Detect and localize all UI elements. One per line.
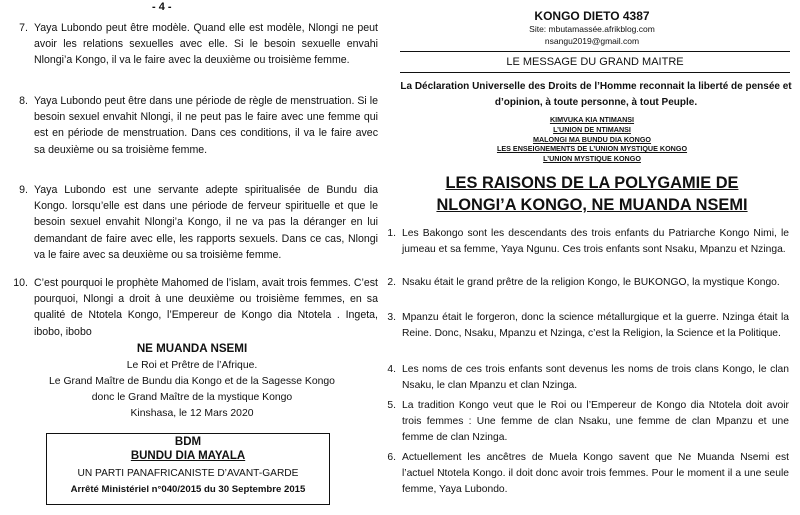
signature-role: Le Grand Maître de Bundu dia Kongo et de la Sagesse Kongo <box>49 376 335 387</box>
email-address[interactable]: nsangu2019@gmail.com <box>544 36 640 46</box>
item-text: Actuellement les ancêtres de Muela Kongo savent que Ne Muanda Nsemi est l’actuel Ntotela Kongo. il doit donc avoir trois femmes. Pour le moment il a une seule femme, Yaya Lubondo. <box>402 452 789 495</box>
bdm-name: BUNDU DIA MAYALA <box>130 450 246 462</box>
item-text: Mpanzu était le forgeron, donc la science métallurgique et la guerre. Nzinga était la Reine. Donc, Nsaku, Mpanzu et Nzinga, c’est la Religion, la Science et la Politique. <box>402 312 789 339</box>
main-title <box>384 172 800 216</box>
bdm-acronym: BDM <box>174 436 202 448</box>
page-number: - 4 - <box>152 1 172 13</box>
message-header: LE MESSAGE DU GRAND MAITRE <box>506 56 684 68</box>
item-number: 5. <box>387 400 396 411</box>
signature-name: NE MUANDA NSEMI <box>136 342 248 355</box>
link-item[interactable]: L’UNION MYSTIQUE KONGO <box>543 154 641 164</box>
item-text: C’est pourquoi le prophète Mahomed de l’islam, avait trois femmes. C’est pourquoi, Nlongi a droit à une deuxième ou troisième femmes, en sa qualité de Ntotela Kongo, l’Empereur de Kongo dia Ntotela . Ingeta, ibobo, ibobo <box>34 277 378 338</box>
item-number: 8. <box>19 95 28 107</box>
item-text: Nsaku était le grand prêtre de la religion Kongo, le BUKONGO, la mystique Kongo. <box>402 277 780 288</box>
item-number: 3. <box>387 312 396 323</box>
main-title-line-1: LES RAISONS DE LA POLYGAMIE DE <box>445 174 739 192</box>
signature-place-date: Kinshasa, le 12 Mars 2020 <box>130 408 254 419</box>
link-item[interactable]: KIMVUKA KIA NTIMANSI <box>549 115 635 124</box>
left-column <box>6 0 378 515</box>
link-item[interactable]: LES ENSEIGNEMENTS DE L’UNION MYSTIQUE KONGO <box>496 144 688 154</box>
newsletter-title: KONGO DIETO 4387 <box>534 9 650 23</box>
signature-role-2: donc le Grand Maître de la mystique Kongo <box>91 392 293 403</box>
site-url[interactable]: Site: mbutamassée.afrikblog.com <box>529 24 655 34</box>
item-number: 9. <box>19 184 28 196</box>
declaration-text: La Déclaration Universelle des Droits de l’Homme reconnait la liberté de pensée et d’opinion, à toute personne, à tout Peuple. <box>400 81 792 108</box>
item-text: Yaya Lubondo peut être modèle. Quand elle est modèle, Nlongi ne peut avoir les relations sexuelles avec elle. Si le besoin sexuelle envahi Nlongi’a Kongo, il va le faire avec la deuxième ou troisième femme. <box>34 22 378 67</box>
message-header-box <box>400 51 790 73</box>
item-number: 7. <box>19 22 28 34</box>
item-text: Les Bakongo sont les descendants des trois enfants du Patriarche Kongo Nimi, le jumeau et sa femme, Yaya Ngunu. Ces trois enfants sont Nsaku, Mpanzu et Nzinga. <box>402 228 789 255</box>
item-number: 6. <box>387 452 396 463</box>
item-text: Yaya Lubondo est une servante adepte spiritualisée de Bundu dia Kongo. lorsqu’elle est dans une période de ferveur spirituelle et que le besoin sexuel envahit Nlongi’a Kongo, il ne va pas la déranger en lui demandant de faire avec elle, les rapports sexuels. Dans ce cas, Nlongi va le faire avec sa deuxième ou sa troisième femme. <box>34 184 378 261</box>
link-item[interactable]: L’UNION DE NTIMANSI <box>553 124 631 134</box>
item-number: 10. <box>13 277 28 289</box>
link-item[interactable]: MALONGI MA BUNDU DIA KONGO <box>532 134 652 144</box>
item-text: Yaya Lubondo peut être dans une période de règle de menstruation. Si le besoin sexuel envahit Nlongi, il ne peut pas le faire avec une femme qui est en période de menstruation. Dans ces conditions, il va le faire avec sa deuxième ou sa troisième femme. <box>34 95 378 156</box>
bdm-decree: Arrêté Ministériel n°040/2015 du 30 Septembre 2015 <box>70 484 306 495</box>
bdm-party: UN PARTI PANAFRICANISTE D’AVANT-GARDE <box>77 468 299 479</box>
link-list <box>384 115 800 164</box>
item-text: La tradition Kongo veut que le Roi ou l’Empereur de Kongo dia Ntotela doit avoir trois femmes : Une femme de clan Nsaku, une femme de clan Mpanzu et une femme de clan Nzinga. <box>402 400 789 443</box>
item-number: 1. <box>387 228 396 239</box>
item-number: 4. <box>387 364 396 375</box>
item-number: 2. <box>387 277 396 288</box>
signature-title: Le Roi et Prêtre de l’Afrique. <box>126 360 258 371</box>
main-title-line-2: NLONGI’A KONGO, NE MUANDA NSEMI <box>436 196 748 214</box>
right-column <box>384 0 800 515</box>
bdm-box <box>46 433 330 505</box>
item-text: Les noms de ces trois enfants sont devenus les noms de trois clans Kongo, le clan Nsaku, le clan Mpanzu et clan Nzinga. <box>402 364 789 391</box>
